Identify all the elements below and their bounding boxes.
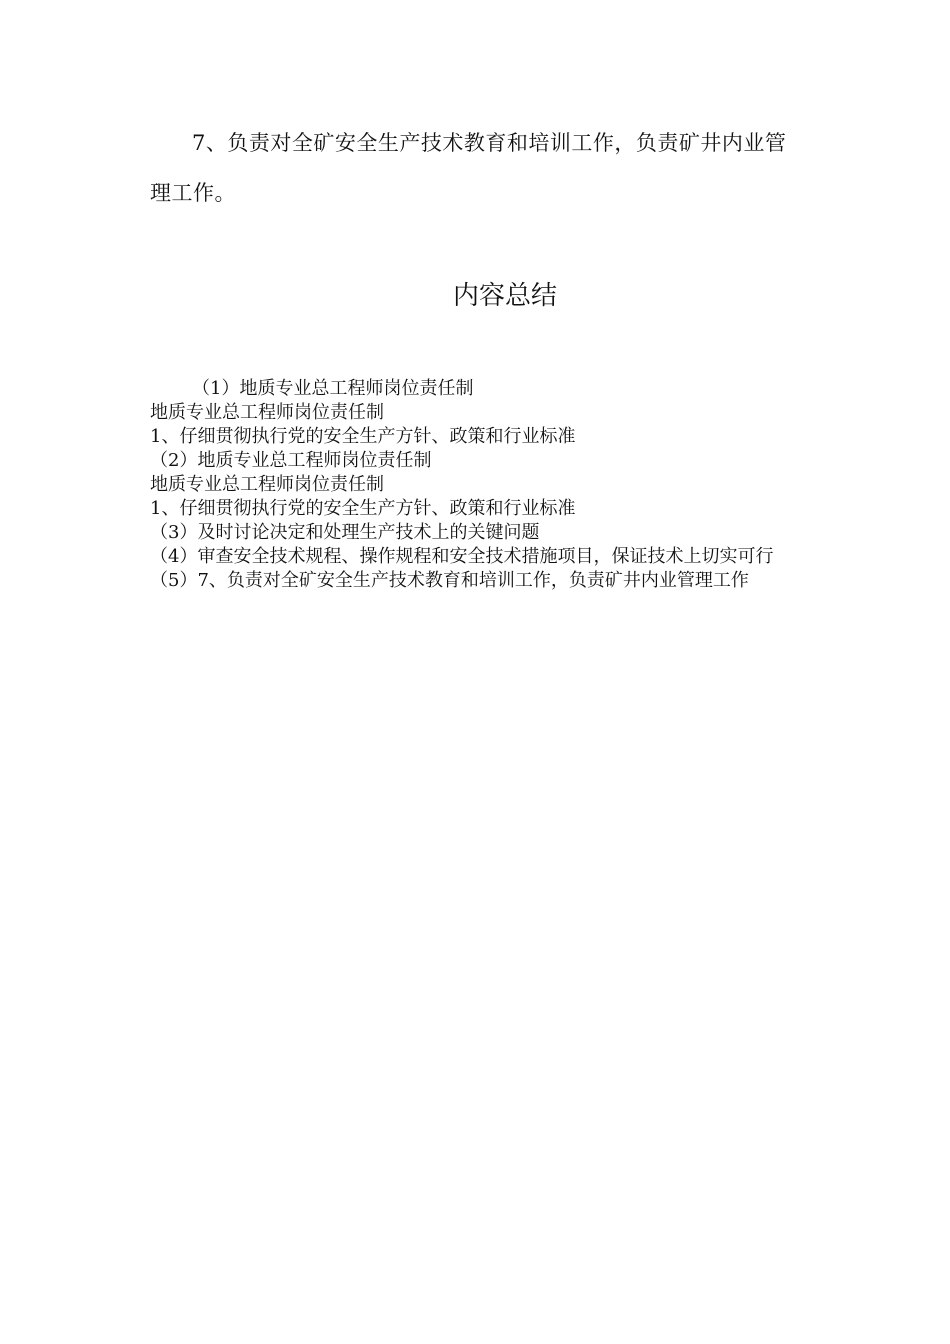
summary-heading: 内容总结 [452, 281, 557, 311]
summary-line: （5）7、负责对全矿安全生产技术教育和培训工作，负责矿井内业管理工作 [150, 570, 749, 591]
body-paragraph: 7、负责对全矿安全生产技术教育和培训工作，负责矿井内业管理工作。 [150, 131, 787, 205]
summary-line: 地质专业总工程师岗位责任制 [150, 474, 384, 495]
summary-line: （2）地质专业总工程师岗位责任制 [150, 450, 432, 471]
summary-body [150, 377, 800, 593]
summary-line: 1、仔细贯彻执行党的安全生产方针、政策和行业标准 [150, 498, 576, 519]
summary-line: （3）及时讨论决定和处理生产技术上的关键问题 [150, 522, 540, 543]
summary-line: 地质专业总工程师岗位责任制 [150, 402, 384, 423]
summary-line: 1、仔细贯彻执行党的安全生产方针、政策和行业标准 [150, 426, 576, 447]
summary-line: （1）地质专业总工程师岗位责任制 [192, 378, 474, 399]
summary-line: （4）审查安全技术规程、操作规程和安全技术措施项目，保证技术上切实可行 [150, 546, 774, 567]
